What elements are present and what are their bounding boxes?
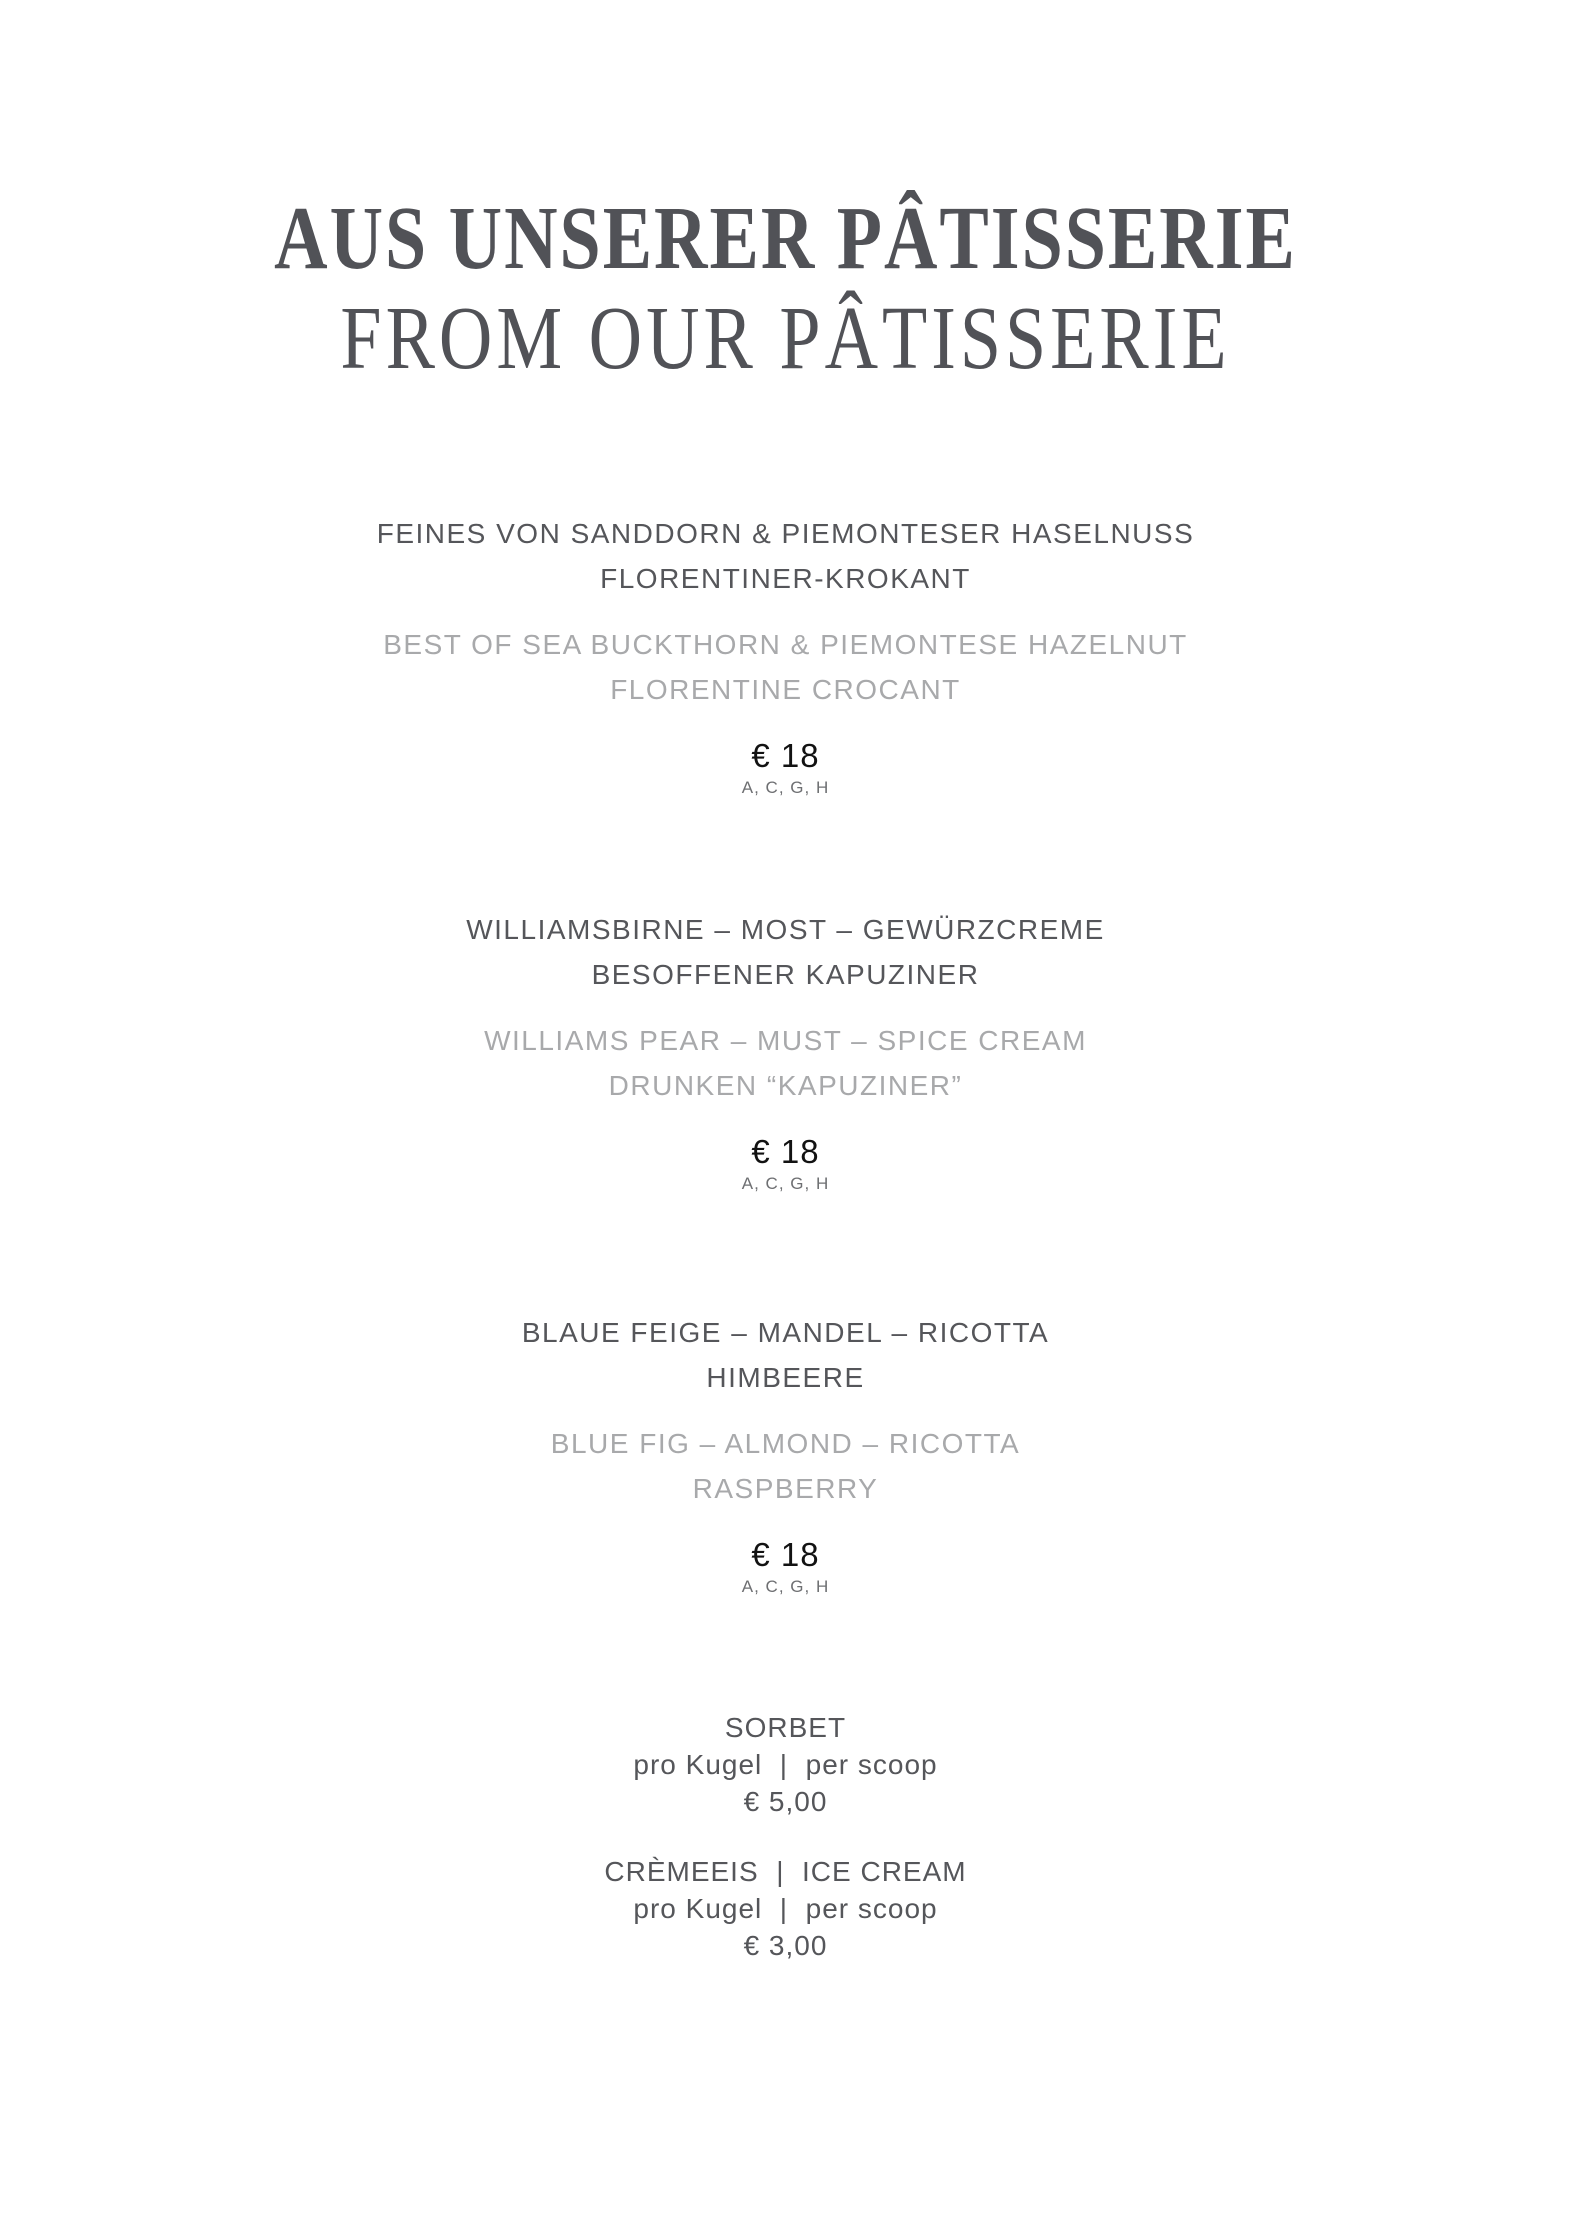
item-name-english (0, 622, 1571, 712)
item-price: € 18 (751, 737, 820, 774)
menu-item (0, 1310, 1571, 1599)
item-name-english (0, 1018, 1571, 1108)
item-name-german-line: WILLIAMSBIRNE – MOST – GEWÜRZCREME (466, 914, 1105, 945)
item-name-english-line: DRUNKEN “KAPUZINER” (608, 1070, 963, 1101)
scoop-price: € 5,00 (743, 1786, 828, 1817)
scoop-unit: pro Kugel | per scoop (633, 1893, 938, 1924)
menu-item (0, 907, 1571, 1196)
item-name-english-line: RASPBERRY (692, 1473, 879, 1504)
page-title-german-text: AUS UNSERER PÂTISSERIE (274, 188, 1297, 289)
scoop-item-ice-cream (0, 1853, 1571, 1964)
item-name-german (0, 511, 1571, 601)
item-name-german-line: HIMBEERE (706, 1362, 865, 1393)
scoop-title: CRÈMEEIS | ICE CREAM (604, 1856, 967, 1887)
page-title-english (0, 290, 1571, 390)
page-title-english-text: FROM OUR PÂTISSERIE (340, 288, 1231, 389)
scoop-price: € 3,00 (743, 1930, 828, 1961)
item-allergens: A, C, G, H (741, 1174, 830, 1193)
item-name-german-line: FEINES VON SANDDORN & PIEMONTESER HASELNUSS (376, 518, 1195, 549)
item-name-german-line: BLAUE FEIGE – MANDEL – RICOTTA (521, 1317, 1050, 1348)
item-name-english-line: FLORENTINE CROCANT (610, 674, 961, 705)
item-name-german-line: FLORENTINER-KROKANT (600, 563, 971, 594)
menu-item (0, 511, 1571, 800)
item-name-german (0, 907, 1571, 997)
item-name-german-line: BESOFFENER KAPUZINER (591, 959, 980, 990)
item-allergens: A, C, G, H (741, 778, 830, 797)
page-title-german (0, 190, 1571, 290)
menu-header (0, 0, 1571, 390)
scoop-unit: pro Kugel | per scoop (633, 1749, 938, 1780)
item-name-english-line: BEST OF SEA BUCKTHORN & PIEMONTESE HAZELNUT (383, 629, 1188, 660)
item-name-english-line: BLUE FIG – ALMOND – RICOTTA (550, 1428, 1021, 1459)
item-name-german (0, 1310, 1571, 1400)
item-allergens: A, C, G, H (741, 1577, 830, 1596)
item-price: € 18 (751, 1133, 820, 1170)
item-name-english (0, 1421, 1571, 1511)
item-price: € 18 (751, 1536, 820, 1573)
item-name-english-line: WILLIAMS PEAR – MUST – SPICE CREAM (484, 1025, 1087, 1056)
scoop-item-sorbet (0, 1709, 1571, 1820)
scoop-title: SORBET (724, 1712, 847, 1743)
